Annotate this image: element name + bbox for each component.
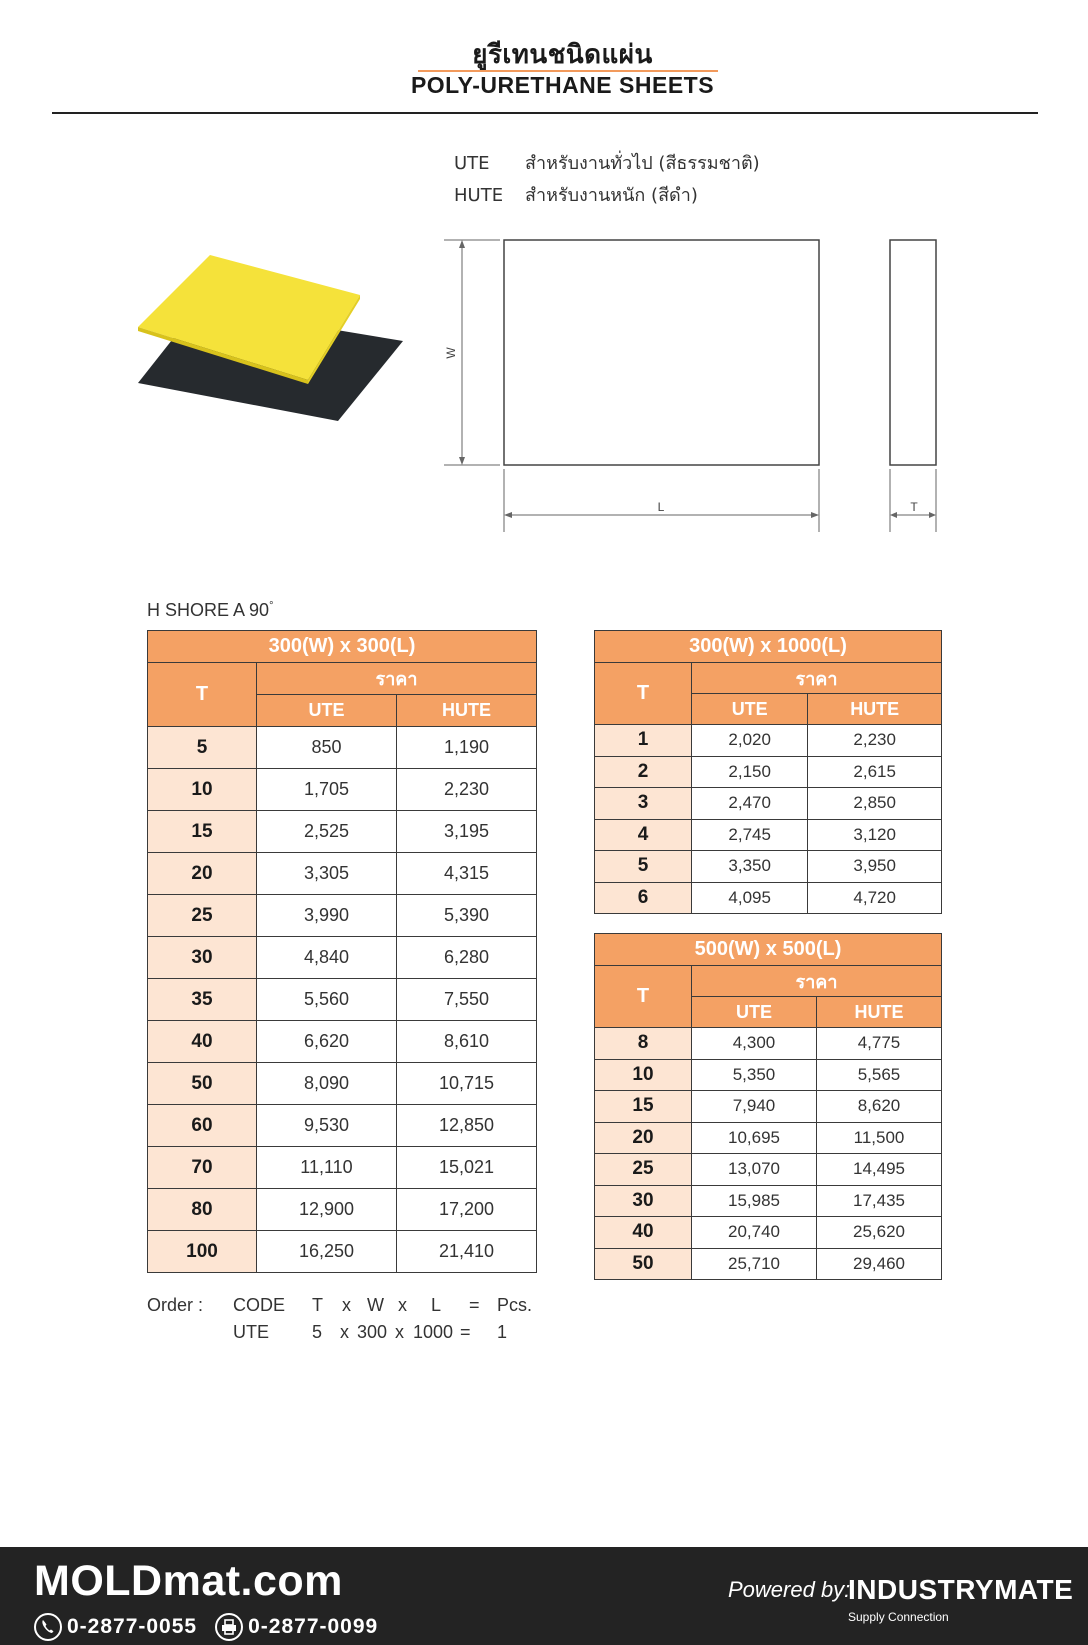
table-size-header: 300(W) x 300(L) (148, 631, 537, 663)
hute-price-cell: 8,620 (817, 1091, 942, 1123)
thickness-cell: 2 (595, 756, 692, 788)
thickness-cell: 80 (148, 1189, 257, 1231)
ute-price-cell: 9,530 (257, 1105, 397, 1147)
order-cell: 1 (497, 1322, 508, 1342)
ute-price-cell: 2,150 (692, 756, 808, 788)
hute-price-cell: 15,021 (397, 1147, 537, 1189)
degree-symbol: ° (269, 600, 274, 612)
order-cell: x (342, 1295, 351, 1315)
thickness-cell: 10 (595, 1059, 692, 1091)
thickness-cell: 30 (148, 937, 257, 979)
order-label: Order : (147, 1295, 204, 1315)
partner-tagline: Supply Connection (848, 1610, 949, 1624)
ute-price-cell: 2,020 (692, 725, 808, 757)
footer-bar (0, 1547, 1088, 1645)
contact-line (34, 1613, 378, 1641)
hute-price-cell: 1,190 (397, 727, 537, 769)
thickness-cell: 100 (148, 1231, 257, 1273)
table-row (595, 1091, 942, 1123)
ute-price-cell: 2,525 (257, 811, 397, 853)
ute-price-cell: 850 (257, 727, 397, 769)
table-row (595, 1185, 942, 1217)
grade-code: UTE (454, 153, 490, 174)
table-size-header: 500(W) x 500(L) (595, 934, 942, 966)
hute-column-header: HUTE (397, 695, 537, 727)
order-cell: Pcs. (497, 1295, 533, 1315)
ute-price-cell: 7,940 (692, 1091, 817, 1123)
table-row (148, 1063, 537, 1105)
table-row (595, 819, 942, 851)
sheet-side-view (890, 240, 936, 465)
ute-price-cell: 4,840 (257, 937, 397, 979)
ute-column-header: UTE (692, 694, 808, 725)
hute-price-cell: 6,280 (397, 937, 537, 979)
price-table-300x1000 (594, 630, 942, 914)
thickness-cell: 25 (148, 895, 257, 937)
table-row (595, 1217, 942, 1249)
ute-price-cell: 11,110 (257, 1147, 397, 1189)
table-row (148, 979, 537, 1021)
grade-description: สำหรับงานหนัก (สีดำ) (525, 185, 698, 206)
order-cell: 300 (357, 1322, 388, 1342)
phone-icon (34, 1613, 62, 1641)
grade-ute (454, 148, 760, 177)
table-row (148, 727, 537, 769)
ute-price-cell: 5,350 (692, 1059, 817, 1091)
price-table-500x500 (594, 933, 942, 1280)
table-row (148, 1147, 537, 1189)
page-title-thai: ยูรีเทนชนิดแผ่น (472, 40, 653, 70)
thickness-cell: 20 (595, 1122, 692, 1154)
thickness-cell: 3 (595, 788, 692, 820)
thickness-cell: 4 (595, 819, 692, 851)
dimension-label-t: T (910, 500, 918, 514)
hute-price-cell: 8,610 (397, 1021, 537, 1063)
table-row (595, 1028, 942, 1060)
thickness-cell: 25 (595, 1154, 692, 1186)
hute-price-cell: 5,390 (397, 895, 537, 937)
sheet-front-view (504, 240, 819, 465)
hute-price-cell: 17,200 (397, 1189, 537, 1231)
ute-price-cell: 10,695 (692, 1122, 817, 1154)
dimension-label-l: L (657, 500, 665, 514)
table-row (148, 1189, 537, 1231)
ute-price-cell: 1,705 (257, 769, 397, 811)
powered-by-label: Powered by: (728, 1577, 851, 1602)
table-row (595, 882, 942, 914)
ute-price-cell: 3,350 (692, 851, 808, 883)
thickness-header: T (595, 966, 692, 1028)
order-cell: = (469, 1295, 480, 1315)
table-row (148, 853, 537, 895)
thickness-cell: 10 (148, 769, 257, 811)
ute-price-cell: 5,560 (257, 979, 397, 1021)
order-cell: L (431, 1295, 442, 1315)
table-row (148, 1105, 537, 1147)
table-row (595, 788, 942, 820)
fax-number[interactable]: 0-2877-0099 (248, 1615, 379, 1638)
ute-price-cell: 8,090 (257, 1063, 397, 1105)
table-row (595, 1154, 942, 1186)
thickness-cell: 5 (595, 851, 692, 883)
hardness-spec (147, 600, 273, 621)
table-row (595, 1059, 942, 1091)
hute-column-header: HUTE (808, 694, 942, 725)
table-row (148, 1231, 537, 1273)
hute-price-cell: 4,315 (397, 853, 537, 895)
hute-column-header: HUTE (817, 997, 942, 1028)
grade-code: HUTE (454, 185, 504, 206)
hute-price-cell: 3,195 (397, 811, 537, 853)
hute-price-cell: 12,850 (397, 1105, 537, 1147)
table-size-header: 300(W) x 1000(L) (595, 631, 942, 663)
hute-price-cell: 4,775 (817, 1028, 942, 1060)
ute-price-cell: 3,305 (257, 853, 397, 895)
order-cell: = (460, 1322, 471, 1342)
order-cell: x (340, 1322, 349, 1342)
thickness-cell: 1 (595, 725, 692, 757)
hute-price-cell: 10,715 (397, 1063, 537, 1105)
hute-price-cell: 2,230 (397, 769, 537, 811)
hardness-text: H SHORE A 90 (147, 600, 270, 620)
table-row (148, 937, 537, 979)
thickness-header: T (595, 663, 692, 725)
thickness-cell: 40 (148, 1021, 257, 1063)
hute-price-cell: 2,850 (808, 788, 942, 820)
thickness-cell: 20 (148, 853, 257, 895)
thickness-cell: 6 (595, 882, 692, 914)
thickness-cell: 70 (148, 1147, 257, 1189)
price-table-300x300 (147, 630, 537, 1273)
grade-hute (454, 180, 698, 209)
price-header: ราคา (257, 663, 537, 695)
order-cell: x (395, 1322, 404, 1342)
hute-price-cell: 4,720 (808, 882, 942, 914)
thickness-cell: 50 (148, 1063, 257, 1105)
thickness-cell: 50 (595, 1248, 692, 1280)
page-title-english: POLY-URETHANE SHEETS (410, 72, 715, 98)
ute-price-cell: 2,745 (692, 819, 808, 851)
thickness-header: T (148, 663, 257, 727)
order-cell: 5 (312, 1322, 323, 1342)
hute-price-cell: 14,495 (817, 1154, 942, 1186)
hute-price-cell: 17,435 (817, 1185, 942, 1217)
partner-logo[interactable]: INDUSTRYMATE (848, 1574, 1074, 1605)
header-divider (52, 112, 1038, 114)
order-cell: T (312, 1295, 323, 1315)
table-row (148, 1021, 537, 1063)
table-row (595, 756, 942, 788)
thickness-cell: 8 (595, 1028, 692, 1060)
thickness-cell: 5 (148, 727, 257, 769)
price-header: ราคา (692, 966, 942, 997)
fax-icon (215, 1613, 243, 1641)
ute-price-cell: 13,070 (692, 1154, 817, 1186)
ute-price-cell: 25,710 (692, 1248, 817, 1280)
thickness-cell: 30 (595, 1185, 692, 1217)
order-cell: CODE (233, 1295, 286, 1315)
price-header: ราคา (692, 663, 942, 694)
dimension-drawing (440, 235, 960, 535)
table-row (595, 1248, 942, 1280)
ute-price-cell: 20,740 (692, 1217, 817, 1249)
table-row (148, 769, 537, 811)
thickness-cell: 15 (148, 811, 257, 853)
ute-price-cell: 15,985 (692, 1185, 817, 1217)
hute-price-cell: 3,120 (808, 819, 942, 851)
hute-price-cell: 29,460 (817, 1248, 942, 1280)
table-row (595, 851, 942, 883)
hute-price-cell: 25,620 (817, 1217, 942, 1249)
ute-price-cell: 2,470 (692, 788, 808, 820)
ute-column-header: UTE (692, 997, 817, 1028)
dimension-label-w: W (444, 347, 458, 359)
phone-number[interactable]: 0-2877-0055 (67, 1615, 198, 1638)
ute-price-cell: 12,900 (257, 1189, 397, 1231)
thickness-cell: 40 (595, 1217, 692, 1249)
ute-price-cell: 3,990 (257, 895, 397, 937)
ute-price-cell: 4,095 (692, 882, 808, 914)
table-row (148, 811, 537, 853)
table-row (595, 725, 942, 757)
order-cell: 1000 (413, 1322, 454, 1342)
hute-price-cell: 3,950 (808, 851, 942, 883)
table-row (148, 895, 537, 937)
thickness-cell: 60 (148, 1105, 257, 1147)
hute-price-cell: 7,550 (397, 979, 537, 1021)
table-row (595, 1122, 942, 1154)
hute-price-cell: 2,615 (808, 756, 942, 788)
ute-price-cell: 4,300 (692, 1028, 817, 1060)
grade-description: สำหรับงานทั่วไป (สีธรรมชาติ) (525, 153, 760, 174)
order-cell: W (367, 1295, 384, 1315)
ute-price-cell: 16,250 (257, 1231, 397, 1273)
order-cell: x (398, 1295, 407, 1315)
ute-column-header: UTE (257, 695, 397, 727)
thickness-cell: 35 (148, 979, 257, 1021)
hute-price-cell: 2,230 (808, 725, 942, 757)
product-sheets-image (138, 255, 418, 425)
thickness-cell: 15 (595, 1091, 692, 1123)
hute-price-cell: 5,565 (817, 1059, 942, 1091)
hute-price-cell: 11,500 (817, 1122, 942, 1154)
hute-price-cell: 21,410 (397, 1231, 537, 1273)
ute-price-cell: 6,620 (257, 1021, 397, 1063)
brand-logo[interactable]: MOLDmat.com (34, 1557, 343, 1605)
order-cell: UTE (233, 1322, 269, 1342)
